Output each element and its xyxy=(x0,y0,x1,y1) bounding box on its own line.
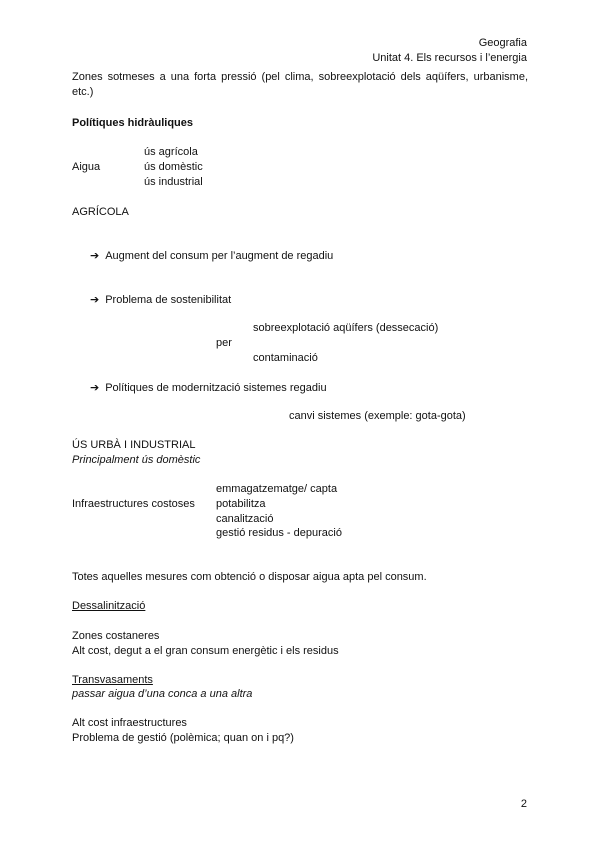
per-item: contaminació xyxy=(253,352,318,364)
bullet-item xyxy=(90,248,333,264)
per-label: per xyxy=(216,337,232,349)
transv-line: Alt cost infraestructures xyxy=(72,717,187,729)
arrow-right-icon: ➔ xyxy=(90,381,100,394)
section-heading-agricola: AGRÍCOLA xyxy=(72,206,129,218)
use-item: ús agrícola xyxy=(144,146,198,158)
dessal-line: Alt cost, degut a el gran consum energètic i els residus xyxy=(72,645,339,657)
infra-label: Infraestructures costoses xyxy=(72,498,195,510)
bullet-item xyxy=(90,292,231,308)
infra-item: gestió residus - depuració xyxy=(216,527,342,539)
header-subject: Geografia xyxy=(478,37,527,49)
infra-item: canalització xyxy=(216,513,274,525)
section-heading-politiques: Polítiques hidràuliques xyxy=(72,117,194,129)
dessal-line: Zones costaneres xyxy=(72,630,160,642)
use-item: ús industrial xyxy=(144,176,203,188)
infra-item: potabilitza xyxy=(216,498,266,510)
bullet-item xyxy=(90,380,327,396)
section-subheading-urba: Principalment ús domèstic xyxy=(72,454,201,466)
section-heading-urba: ÚS URBÀ I INDUSTRIAL xyxy=(72,439,196,451)
section-heading-transvasaments: Transvasaments xyxy=(72,674,153,686)
totes-line: Totes aquelles mesures com obtenció o disposar aigua apta pel consum. xyxy=(72,571,427,583)
infra-item: emmagatzematge/ capta xyxy=(216,483,338,495)
intro-paragraph: Zones sotmeses a una forta pressió (pel clima, sobreexplotació dels aqüífers, urbanisme, etc.) xyxy=(72,71,528,98)
arrow-right-icon: ➔ xyxy=(90,249,100,262)
canvi-line: canvi sistemes (exemple: gota-gota) xyxy=(289,410,466,422)
per-item: sobreexplotació aqüífers (dessecació) xyxy=(253,322,439,334)
section-heading-dessalinitzacio: Dessalinització xyxy=(72,600,146,612)
transv-line: Problema de gestió (polèmica; quan on i pq?) xyxy=(72,732,294,744)
section-subheading-transvasaments: passar aigua d’una conca a una altra xyxy=(72,688,253,700)
arrow-right-icon: ➔ xyxy=(90,293,100,306)
aigua-label: Aigua xyxy=(72,161,101,173)
page-number: 2 xyxy=(520,798,527,810)
header-unit: Unitat 4. Els recursos i l’energia xyxy=(372,52,527,64)
use-item: ús domèstic xyxy=(144,161,203,173)
bullet-text: Problema de sostenibilitat xyxy=(105,294,232,306)
bullet-text: Augment del consum per l’augment de regadiu xyxy=(105,250,334,262)
bullet-text: Polítiques de modernització sistemes regadiu xyxy=(105,382,327,394)
